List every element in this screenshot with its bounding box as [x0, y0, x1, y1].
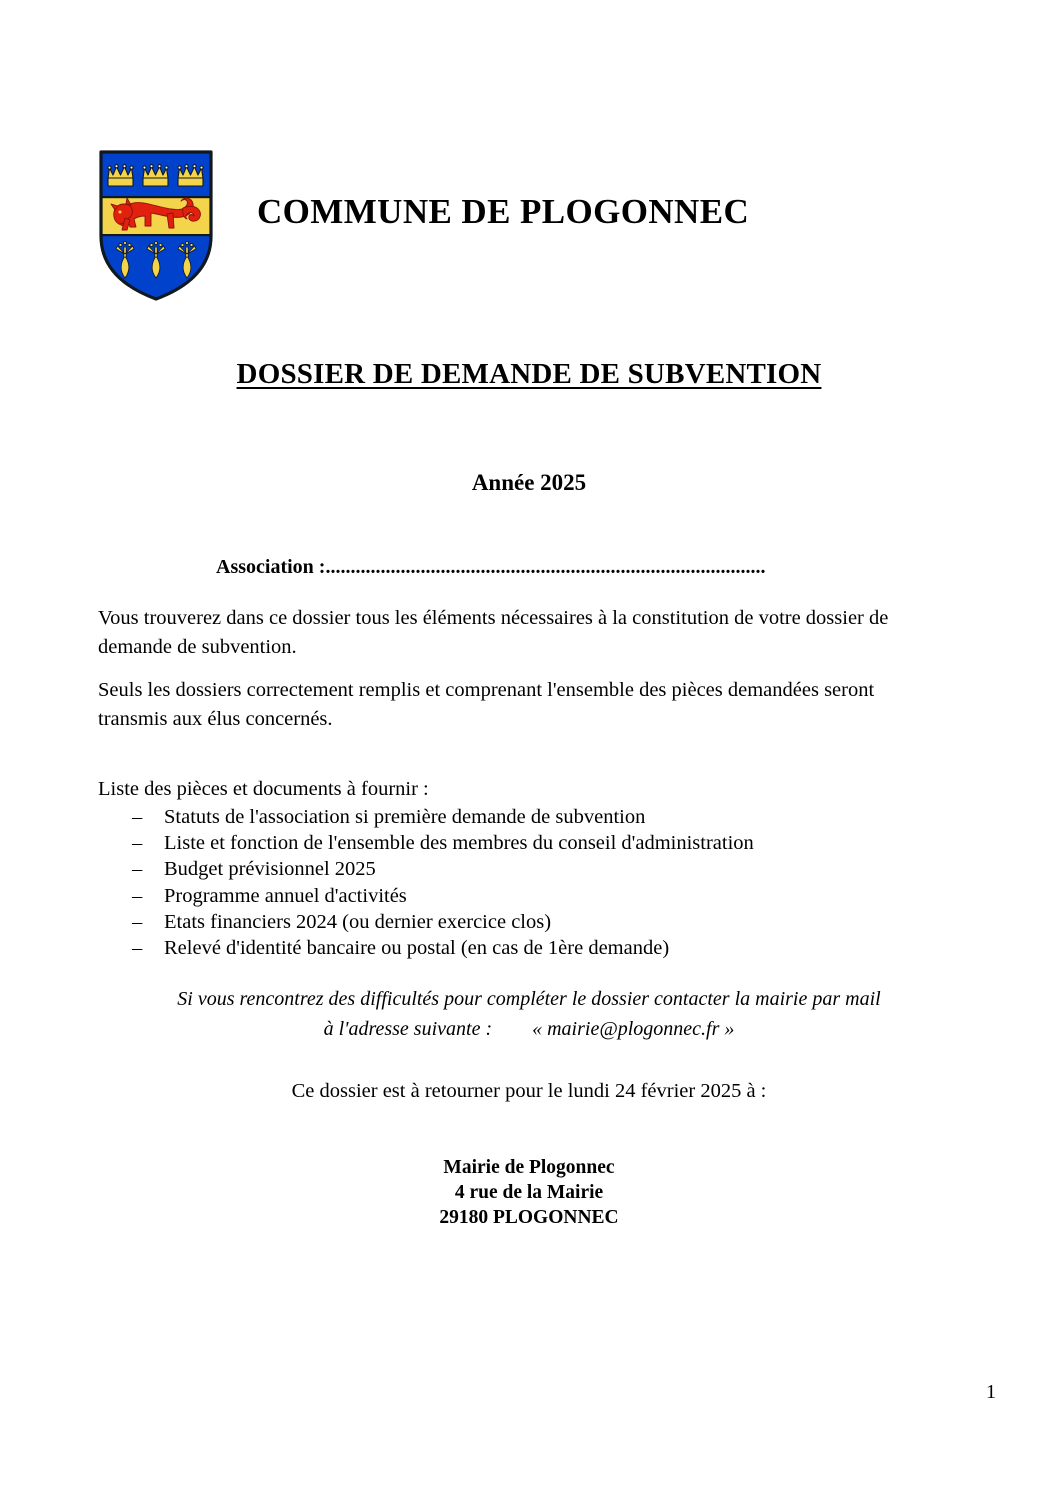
- commune-title: COMMUNE DE PLOGONNEC: [257, 192, 750, 231]
- return-deadline-line: Ce dossier est à retourner pour le lundi 24 février 2025 à :: [291, 1080, 767, 1102]
- required-documents-list: [98, 804, 936, 961]
- contact-note: [0, 984, 1058, 1044]
- list-item: [98, 856, 936, 882]
- document-header: [95, 148, 965, 313]
- list-item: [98, 883, 936, 909]
- association-field-line: [216, 556, 765, 579]
- list-item-label: Programme annuel d'activités: [164, 884, 407, 907]
- page-number: 1: [986, 1381, 996, 1403]
- contact-note-line-1: Si vous rencontrez des difficultés pour compléter le dossier contacter la mairie par mail: [177, 988, 881, 1010]
- conditions-paragraph: Seuls les dossiers correctement remplis et comprenant l'ensemble des pièces demandées seront transmis aux élus concernés.: [98, 679, 875, 730]
- list-bullet-dash: –: [132, 937, 143, 960]
- list-bullet-dash: –: [132, 858, 143, 881]
- list-item: [98, 804, 936, 830]
- list-item: [98, 909, 936, 935]
- page-title: DOSSIER DE DEMANDE DE SUBVENTION: [236, 358, 822, 390]
- contact-note-line-2: à l'adresse suivante : « mairie@plogonnec.fr »: [323, 1018, 735, 1040]
- address-line-name: Mairie de Plogonnec: [443, 1157, 615, 1178]
- list-bullet-dash: –: [132, 806, 143, 828]
- list-bullet-dash: –: [132, 910, 143, 933]
- coat-of-arms-icon: [95, 148, 217, 303]
- association-dotted-blank[interactable]: ........................................................................................: [325, 556, 766, 578]
- list-bullet-dash: –: [132, 884, 143, 907]
- list-item-label: Etats financiers 2024 (ou dernier exercice clos): [164, 910, 552, 933]
- association-label: Association :: [216, 556, 326, 578]
- mairie-address-block: [0, 1155, 1058, 1230]
- list-item-label: Relevé d'identité bancaire ou postal (en cas de 1ère demande): [164, 937, 670, 960]
- documents-list-heading: Liste des pièces et documents à fournir :: [98, 778, 429, 800]
- intro-paragraph: Vous trouverez dans ce dossier tous les éléments nécessaires à la constitution de votre dossier de demande de subvention.: [98, 607, 889, 658]
- list-item: [98, 830, 936, 856]
- list-item-label: Budget prévisionnel 2025: [164, 858, 376, 881]
- list-item-label: Statuts de l'association si première demande de subvention: [164, 806, 646, 828]
- list-bullet-dash: –: [132, 832, 143, 855]
- year-subtitle: Année 2025: [471, 470, 587, 495]
- list-item: [98, 935, 936, 961]
- address-line-city: 29180 PLOGONNEC: [439, 1207, 619, 1228]
- address-line-street: 4 rue de la Mairie: [454, 1182, 604, 1203]
- list-item-label: Liste et fonction de l'ensemble des membres du conseil d'administration: [164, 832, 754, 855]
